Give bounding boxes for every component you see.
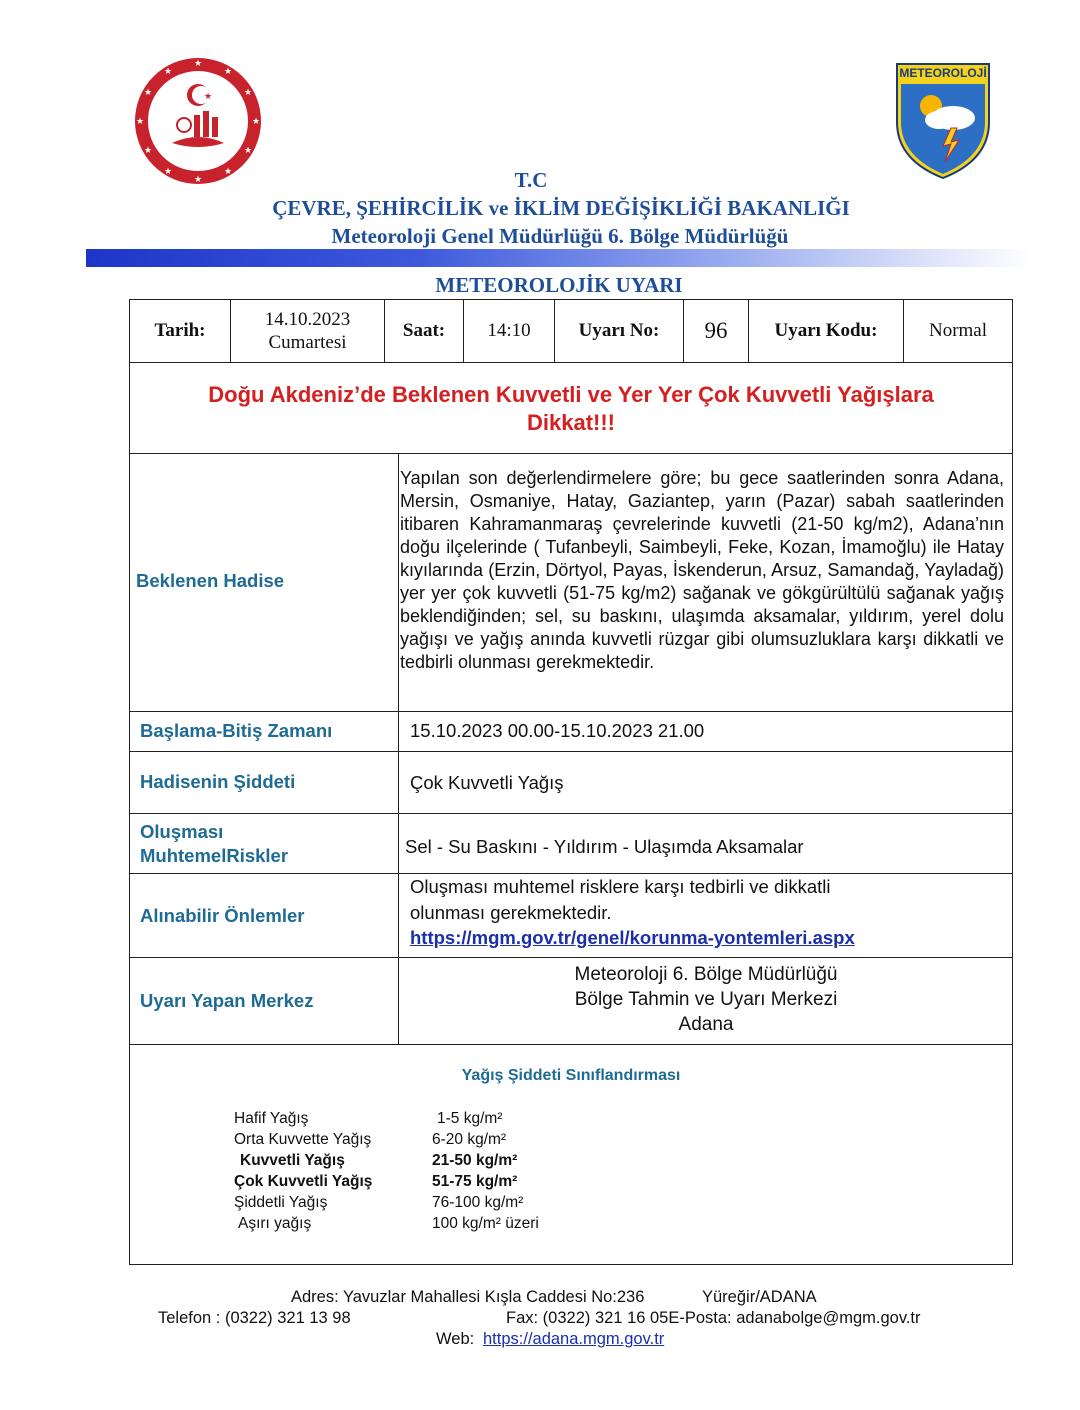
- risks-row: [129, 814, 1013, 874]
- class-name-2: Orta Kuvvette Yağış: [234, 1131, 372, 1148]
- class-value-2: 6-20 kg/m²: [432, 1131, 507, 1148]
- severity-label: Hadisenin Şiddeti: [140, 771, 296, 792]
- footer-city: Yüreğir/ADANA: [702, 1288, 817, 1306]
- class-name-4: Çok Kuvvetli Yağış: [234, 1173, 373, 1190]
- footer-web-label: Web:: [436, 1330, 475, 1348]
- footer-phone: Telefon : (0322) 321 13 98: [158, 1309, 351, 1327]
- risks-value: Sel - Su Baskını - Yıldırım - Ulaşımda Aksamalar: [405, 836, 804, 857]
- svg-text:★: ★: [135, 117, 145, 127]
- svg-text:★: ★: [193, 175, 203, 185]
- alert-line-2: Dikkat!!!: [526, 410, 615, 435]
- ministry-heading: ÇEVRE, ŞEHİRCİLİK ve İKLİM DEĞİŞİKLİĞİ BAKANLIĞI: [272, 196, 850, 220]
- measures-row: [129, 874, 1013, 958]
- warning-no-value: 96: [684, 300, 749, 363]
- warning-no-label: Uyarı No:: [555, 300, 684, 363]
- tc-heading: T.C: [514, 168, 548, 192]
- meteorology-logo: [895, 62, 991, 180]
- time-row: [129, 712, 1013, 752]
- directorate-heading: Meteoroloji Genel Müdürlüğü 6. Bölge Müdürlüğü: [331, 224, 789, 248]
- class-name-5: Şiddetli Yağış: [234, 1194, 328, 1211]
- alert-box: [129, 363, 1013, 454]
- class-name-3: Kuvvetli Yağış: [240, 1152, 345, 1169]
- svg-text:★: ★: [204, 92, 213, 102]
- risks-label-2: MuhtemelRiskler: [140, 845, 289, 866]
- date-label: Tarih:: [130, 300, 231, 363]
- measures-line-2: olunması gerekmektedir.: [410, 902, 612, 923]
- svg-text:★: ★: [163, 67, 173, 77]
- svg-text:★: ★: [143, 146, 153, 156]
- svg-text:★: ★: [143, 88, 153, 98]
- column-divider: [398, 712, 399, 751]
- severity-row: [129, 752, 1013, 814]
- event-label: Beklenen Hadise: [136, 570, 285, 591]
- center-line-3: Adana: [678, 1014, 734, 1035]
- measures-link[interactable]: https://mgm.gov.tr/genel/korunma-yontemleri.aspx: [410, 927, 855, 948]
- svg-text:★: ★: [223, 67, 233, 77]
- svg-text:★: ★: [251, 117, 261, 127]
- column-divider: [398, 752, 399, 813]
- class-value-4: 51-75 kg/m²: [432, 1173, 518, 1190]
- svg-text:★: ★: [243, 88, 253, 98]
- class-value-6: 100 kg/m² üzeri: [432, 1215, 539, 1232]
- classification-title: Yağış Şiddeti Sınıflandırması: [461, 1067, 681, 1084]
- svg-text:★: ★: [163, 167, 173, 177]
- date-value: 14.10.2023: [264, 309, 351, 330]
- footer-address: Adres: Yavuzlar Mahallesi Kışla Caddesi No:236: [291, 1288, 645, 1306]
- event-row: [129, 454, 1013, 712]
- footer-web-link[interactable]: https://adana.mgm.gov.tr: [483, 1330, 665, 1348]
- center-row: [129, 958, 1013, 1045]
- class-name-1: Hafif Yağış: [234, 1110, 309, 1127]
- header-color-band: [86, 249, 1030, 267]
- date-cell: [231, 300, 385, 363]
- severity-value: Çok Kuvvetli Yağış: [410, 772, 564, 793]
- time-label: Saat:: [385, 300, 464, 363]
- risks-label-1: Oluşması: [140, 821, 224, 842]
- column-divider: [398, 874, 399, 957]
- center-label: Uyarı Yapan Merkez: [140, 990, 314, 1011]
- classification-box: [129, 1045, 1013, 1265]
- column-divider: [398, 958, 399, 1044]
- column-divider: [398, 454, 399, 711]
- class-value-3: 21-50 kg/m²: [432, 1152, 518, 1169]
- time-row-value: 15.10.2023 00.00-15.10.2023 21.00: [410, 720, 705, 741]
- info-table: [129, 299, 1013, 363]
- day-value: Cumartesi: [268, 332, 347, 353]
- time-row-label: Başlama-Bitiş Zamanı: [140, 720, 333, 741]
- warning-code-label: Uyarı Kodu:: [749, 300, 904, 363]
- center-line-1: Meteoroloji 6. Bölge Müdürlüğü: [574, 964, 838, 985]
- measures-label: Alınabilir Önlemler: [140, 905, 305, 926]
- svg-text:★: ★: [193, 59, 203, 69]
- svg-text:★: ★: [223, 167, 233, 177]
- alert-line-1: Doğu Akdeniz’de Beklenen Kuvvetli ve Yer Yer Çok Kuvvetli Yağışlara: [208, 382, 934, 407]
- svg-text:★: ★: [243, 146, 253, 156]
- class-name-6: Aşırı yağış: [238, 1215, 312, 1232]
- footer-fax-email: Fax: (0322) 321 16 05E-Posta: adanabolge@mgm.gov.tr: [506, 1309, 921, 1327]
- class-value-5: 76-100 kg/m²: [432, 1194, 524, 1211]
- center-line-2: Bölge Tahmin ve Uyarı Merkezi: [574, 989, 838, 1010]
- warning-code-value: Normal: [904, 300, 1013, 363]
- class-value-1: 1-5 kg/m²: [437, 1110, 503, 1127]
- document-title: METEOROLOJİK UYARI: [435, 273, 683, 297]
- time-value: 14:10: [464, 300, 555, 363]
- column-divider: [398, 814, 399, 873]
- measures-line-1: Oluşması muhtemel risklere karşı tedbirli ve dikkatli: [410, 876, 831, 897]
- event-text: Yapılan son değerlendirmelere göre; bu gece saatlerinden sonra Adana, Mersin, Osmaniye, Hatay, Gaziantep, yarın (Pazar) sabah saatlerinden itibaren Kahramanmaraş çevrelerinde kuvvetli (21-50 kg/m2), Adana’nın doğu ilçelerinde ( Tufanbeyli, Saimbeyli, Feke, Kozan, İmamoğlu) ile Hatay kıyılarında (Erzin, Dörtyol, Payas, İskenderun, Arsuz, Samandağ, Yayladağ) yer yer çok kuvvetli (51-75 kg/m2) sağanak ve gökgürültülü sağanak yağış beklendiğinden; sel, su baskını, ulaşımda aksamalar, yıldırım, yerel dolu yağışı ve yağış anında kuvvetli rüzgar gibi olumsuzluklara karşı dikkatli ve tedbirli olunması gerekmektedir.: [400, 468, 1004, 672]
- meteorology-logo-text: METEOROLOJİ: [899, 66, 987, 80]
